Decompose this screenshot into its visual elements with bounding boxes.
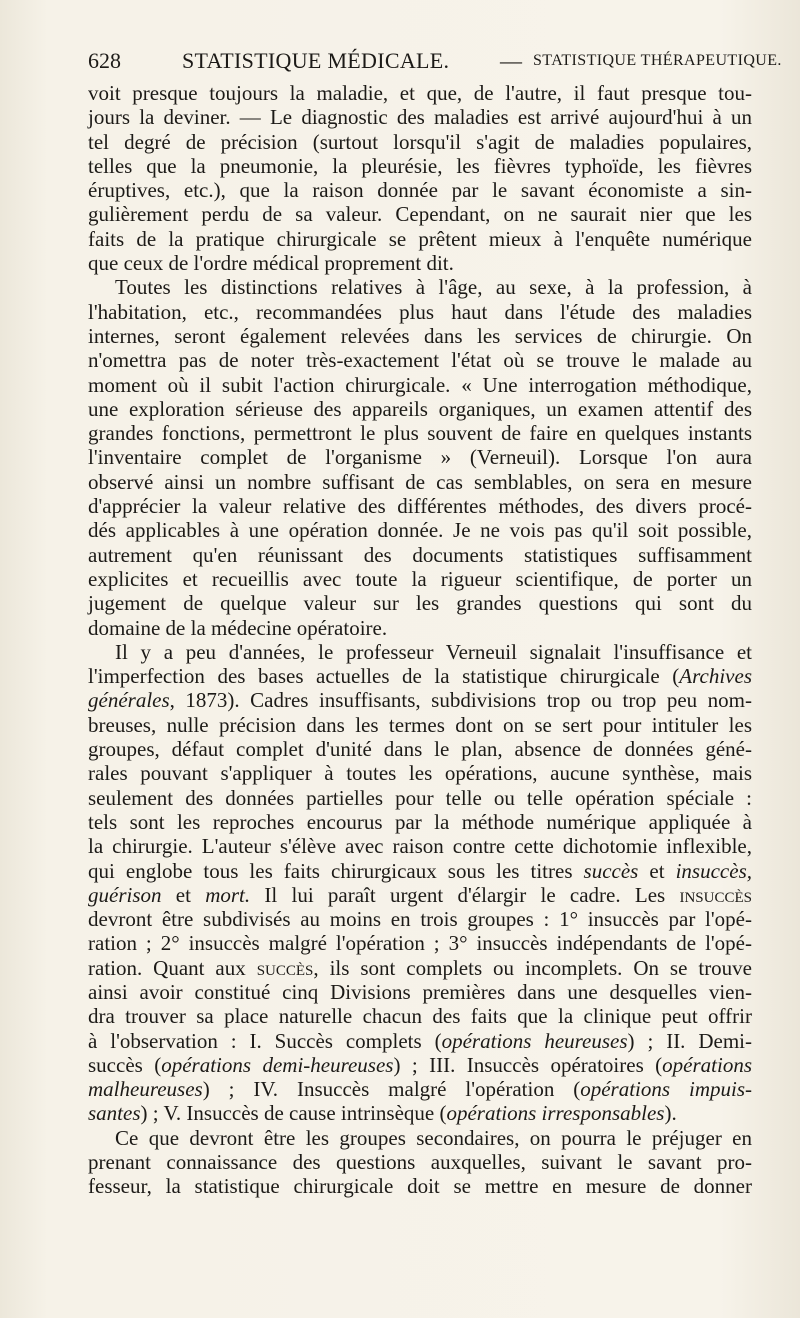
text-line: seulement des données partielles pour telle ou telle opération spéciale : xyxy=(88,785,752,810)
text-line: observé ainsi un nombre suffisant de cas semblables, on sera en mesure xyxy=(88,469,752,494)
text-run: ) ; III. Insuccès opératoires ( xyxy=(393,1052,663,1077)
text-line xyxy=(88,1101,752,1125)
text-run: et xyxy=(161,882,206,907)
text-line: faits de la pratique chirurgicale se prêtent mieux à l'enquête numérique xyxy=(88,226,752,251)
text-line: Ce que devront être les groupes secondaires, on pourra le préjuger en xyxy=(115,1125,752,1150)
text-line: rales pouvant s'appliquer à toutes les opérations, aucune synthèse, mais xyxy=(88,761,752,786)
text-line: éruptives, etc.), que la raison donnée par le savant économiste a sin- xyxy=(88,178,752,203)
body-text xyxy=(88,81,752,1199)
emphasis: opérations heureuses xyxy=(441,1028,628,1053)
citation-title: générales xyxy=(88,688,170,713)
text-line: ration ; 2° insuccès malgré l'opération ; 3° insuccès indépendants de l'opé- xyxy=(88,931,752,956)
text-line xyxy=(88,1029,752,1053)
text-line xyxy=(88,1077,752,1101)
text-line xyxy=(88,883,752,907)
running-title: STATISTIQUE MÉDICALE. xyxy=(182,48,450,73)
text-line xyxy=(88,688,752,712)
text-line: groupes, défaut complet d'unité dans le plan, absence de données géné- xyxy=(88,737,752,762)
text-line: voit presque toujours la maladie, et que, de l'autre, il faut presque tou- xyxy=(88,81,752,105)
text-line: breuses, nulle précision dans les termes dont on se sert pour intituler les xyxy=(88,712,752,737)
text-line: Il y a peu d'années, le professeur Verneuil signalait l'insuffisance et xyxy=(115,639,752,664)
text-line: jugement de quelque valeur sur les grandes questions qui sont du xyxy=(88,591,752,616)
text-line: devront être subdivisés au moins en trois groupes : 1° insuccès par l'opé- xyxy=(88,907,752,932)
text-line: Toutes les distinctions relatives à l'âge, au sexe, à la profession, à xyxy=(115,275,752,300)
text-run: qui englobe tous les faits chirurgicaux sous les titres xyxy=(88,858,584,883)
text-line: une exploration sérieuse des appareils organiques, un examen attentif des xyxy=(88,396,752,421)
text-line: jours la deviner. — Le diagnostic des maladies est arrivé aujourd'hui à un xyxy=(88,105,752,130)
emphasis: succès xyxy=(583,858,639,883)
text-run: ration. Quant aux xyxy=(88,955,257,980)
text-line: explicites et recueillis avec toute la rigueur scientifique, de porter un xyxy=(88,566,752,591)
text-run: ) ; V. Insuccès de cause intrinsèque ( xyxy=(140,1101,447,1126)
text-run: Cadres insuffisants, subdivisions trop ou trop peu nom- xyxy=(250,688,752,713)
text-line: gulièrement perdu de sa valeur. Cependant, on ne saurait nier que les xyxy=(88,202,752,227)
text-line: domaine de la médecine opératoire. xyxy=(88,615,388,640)
text-run: Il lui paraît urgent d'élargir le cadre. Les xyxy=(250,882,680,907)
text-line: l'habitation, etc., recommandées plus haut dans l'étude des maladies xyxy=(88,299,752,324)
text-line xyxy=(88,956,752,980)
text-run: , ils sont complets ou incomplets. On se trouve xyxy=(313,955,753,980)
emphasis: insuccès, xyxy=(675,858,752,883)
text-line: moment où il subit l'action chirurgicale. « Une interrogation méthodique, xyxy=(88,372,752,397)
text-run: à l'observation : I. Succès complets ( xyxy=(88,1028,442,1053)
text-line: l'inventaire complet de l'organisme » (Verneuil). Lorsque l'on aura xyxy=(88,445,752,470)
small-caps-term: insuccès xyxy=(679,882,752,907)
text-line: que ceux de l'ordre médical proprement dit. xyxy=(88,251,454,276)
running-subtitle: STATISTIQUE THÉRAPEUTIQUE. xyxy=(533,52,782,69)
text-line: autrement qu'en réunissant des documents statistiques suffisamment xyxy=(88,542,752,567)
emphasis: opérations demi-heureuses xyxy=(161,1052,394,1077)
text-line xyxy=(88,1053,752,1077)
text-line: tel degré de précision (surtout lorsqu'il s'agit de maladies populaires, xyxy=(88,129,752,154)
text-line: n'omettra pas de noter très-exactement l'état où se trouve le malade au xyxy=(88,348,752,373)
small-caps-term: succès xyxy=(256,955,314,980)
header-dash: — xyxy=(500,48,522,73)
text-line: dra trouver sa place naturelle chacun des faits que la clinique peut offrir xyxy=(88,1004,752,1029)
text-line: d'apprécier la valeur relative des différentes méthodes, des divers procé- xyxy=(88,494,752,519)
running-header xyxy=(88,44,782,78)
text-run: , 1873). xyxy=(169,688,251,713)
page-number: 628 xyxy=(88,48,121,73)
emphasis: malheureuses xyxy=(88,1077,203,1102)
emphasis: opérations irresponsables xyxy=(446,1101,665,1126)
emphasis: santes xyxy=(88,1101,141,1126)
text-run: et xyxy=(638,858,676,883)
text-line: internes, seront également relevées dans les services de chirurgie. On xyxy=(88,323,752,348)
text-line: telles que la pneumonie, la pleurésie, les fièvres typhoïde, les fièvres xyxy=(88,153,752,178)
text-line: fesseur, la statistique chirurgicale doit se mettre en mesure de donner xyxy=(88,1174,752,1199)
text-run: ) ; II. Demi- xyxy=(627,1028,752,1053)
text-line: ainsi avoir constitué cinq Divisions premières dans une desquelles vien- xyxy=(88,979,752,1004)
text-line: prenant connaissance des questions auxquelles, suivant le savant pro- xyxy=(88,1150,752,1175)
citation-title: Archives xyxy=(679,664,752,689)
text-line: dés applicables à une opération donnée. Je ne vois pas qu'il soit possible, xyxy=(88,518,752,543)
text-line: tels sont les reproches encourus par la méthode numérique appliquée à xyxy=(88,809,752,834)
text-run: ) ; IV. Insuccès malgré l'opération ( xyxy=(202,1077,581,1102)
text-line xyxy=(88,664,752,688)
emphasis: guérison xyxy=(88,882,162,907)
text-line: grandes fonctions, permettront le plus souvent de faire en quelques instants xyxy=(88,421,752,446)
emphasis: opérations impuis- xyxy=(580,1077,752,1102)
text-line xyxy=(88,859,752,883)
text-run: succès ( xyxy=(88,1052,162,1077)
text-run: l'imperfection des bases actuelles de la statistique chirurgicale ( xyxy=(88,664,680,689)
emphasis: mort. xyxy=(205,882,251,907)
emphasis: opérations xyxy=(662,1052,752,1077)
text-run: ). xyxy=(664,1101,677,1126)
text-line: la chirurgie. L'auteur s'élève avec raison contre cette dichotomie inflexible, xyxy=(88,834,752,859)
